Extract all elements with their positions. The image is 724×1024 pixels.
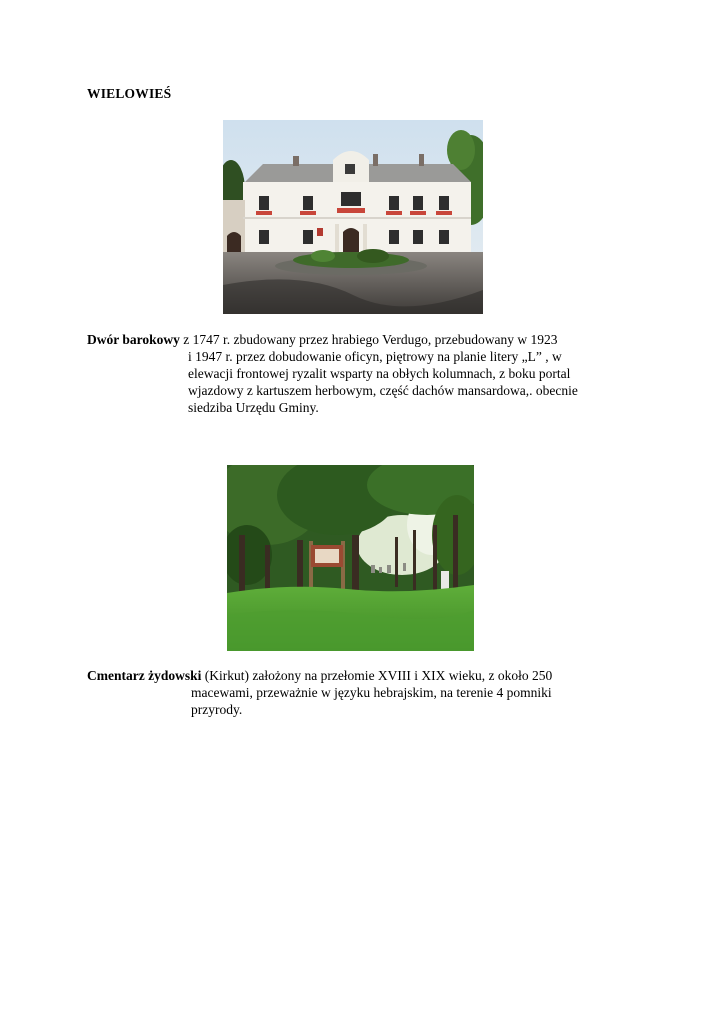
cemetery-line-2: macewami, przeważnie w języku hebrajskim, na terenie 4 pomniki [191, 685, 552, 700]
manor-line-2: i 1947 r. przez dobudowanie oficyn, piętrowy na planie litery „L” , w [188, 349, 562, 364]
manor-line-4: wjazdowy z kartuszem herbowym, część dachów mansardowa,. obecnie [188, 383, 578, 398]
cemetery-term: Cmentarz żydowski [87, 668, 202, 683]
cemetery-description [87, 667, 552, 718]
manor-line-5: siedziba Urzędu Gminy. [188, 400, 319, 415]
cemetery-line-1: (Kirkut) założony na przełomie XVIII i XIX wieku, z około 250 [201, 668, 553, 683]
manor-line-1: z 1747 r. zbudowany przez hrabiego Verdugo, przebudowany w 1923 [179, 332, 558, 347]
manor-term: Dwór barokowy [87, 332, 180, 347]
cemetery-photo [227, 465, 474, 651]
manor-description [87, 331, 578, 416]
page-title: WIELOWIEŚ [87, 86, 172, 101]
cemetery-line-3: przyrody. [191, 702, 243, 717]
manor-line-3: elewacji frontowej ryzalit wsparty na obłych kolumnach, z boku portal [188, 366, 571, 381]
manor-house-photo [223, 120, 483, 314]
